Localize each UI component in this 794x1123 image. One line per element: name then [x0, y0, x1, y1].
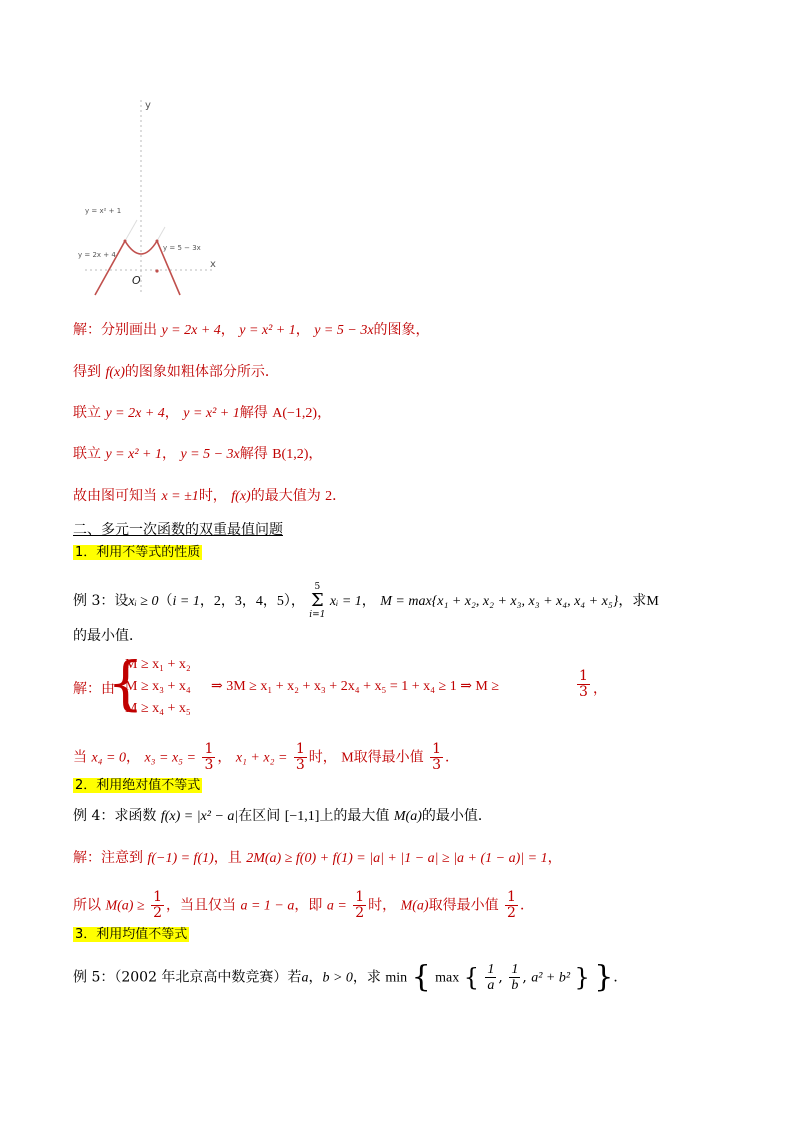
- fraction-one-third: $\frac{1}{3}$: [579, 668, 588, 700]
- system-row-1: M ≥ x₁ + x₂: [125, 657, 191, 672]
- solution4-line2: 所以 M(a) ≥ $\frac{1}{2}$ ，当且仅当 a = 1 − a，即 a = $\frac{1}{2}$ 时， M(a)取得最小值 $\frac{1}{2}$ ．: [73, 889, 534, 921]
- point-a: [124, 240, 127, 243]
- solution1-line5: 故由图可知当 x = ±1时， f(x)的最大值为 2．: [73, 488, 347, 504]
- example3-line1: 例 3：设xᵢ ≥ 0（i = 1，2，3，4，5）， 5 Σ i=1 xᵢ = 1， M = max{x₁ + x₂, x₂ + x₃, x₃ + x₄, x₄ + x₅}，求M: [73, 582, 659, 620]
- system-row-3: M ≥ x₄ + x₅: [125, 701, 191, 716]
- parabola-label: y = x² + 1: [85, 207, 122, 215]
- system-row-2: M ≥ x₃ + x₄: [125, 679, 191, 694]
- origin-label: O: [132, 274, 141, 287]
- subsection-3: 3．利用均值不等式: [75, 927, 188, 942]
- x-dot: [155, 269, 158, 272]
- function-graph: [75, 95, 235, 300]
- section-title: 二、多元一次函数的双重最值问题: [73, 522, 283, 538]
- example5-line: 例 5：（2002 年北京高中数竞赛）若a，b > 0，求 min { max { $\frac{1}{a}$ , $\frac{1}{b}$ , a² + b² } }．: [73, 959, 628, 995]
- example3-line2: 的最小值．: [73, 628, 143, 644]
- solution1-line1: 解：分别画出 y = 2x + 4， y = x² + 1， y = 5 − 3x的图象，: [73, 322, 430, 338]
- point-b: [156, 240, 159, 243]
- right-line-label: y = 5 − 3x: [163, 244, 201, 252]
- solution1-line2: 得到 f(x)的图象如粗体部分所示．: [73, 364, 279, 380]
- left-line-label: y = 2x + 4: [78, 251, 116, 259]
- summation: 5 Σ i=1: [309, 582, 326, 620]
- solution1-line4: 联立 y = x² + 1， y = 5 − 3x解得 B(1,2)，: [73, 446, 323, 462]
- x-axis-label: x: [210, 259, 216, 270]
- y-axis-label: y: [145, 100, 151, 111]
- solution1-line3: 联立 y = 2x + 4， y = x² + 1解得 A(−1,2)，: [73, 405, 332, 421]
- subsection-2: 2．利用绝对值不等式: [75, 778, 201, 793]
- solution3-line2: 当 x₄ = 0， x₃ = x₅ = $\frac{1}{3}$ ， x₁ + x₂ = $\frac{1}{3}$ 时， M取得最小值 $\frac{1}{3}$ ．: [73, 741, 460, 773]
- solution4-line1: 解：注意到 f(−1) = f(1)，且 2M(a) ≥ f(0) + f(1) = |a| + |1 − a| ≥ |a + (1 − a)| = 1，: [73, 850, 562, 866]
- solution3-block: 解：由 { M ≥ x₁ + x₂ M ≥ x₃ + x₄ M ≥ x₄ + x₅ ⇒ 3M ≥ x₁ + x₂ + x₃ + 2x₄ + x₅ = 1 + x₄ ≥ 1 ⇒ M ≥ $\frac{1}{3}$ ，: [73, 652, 773, 722]
- example4-line: 例 4：求函数 f(x) = |x² − a|在区间 [−1,1]上的最大值 M(a)的最小值．: [73, 808, 492, 824]
- subsection-1: 1．利用不等式的性质: [75, 545, 201, 560]
